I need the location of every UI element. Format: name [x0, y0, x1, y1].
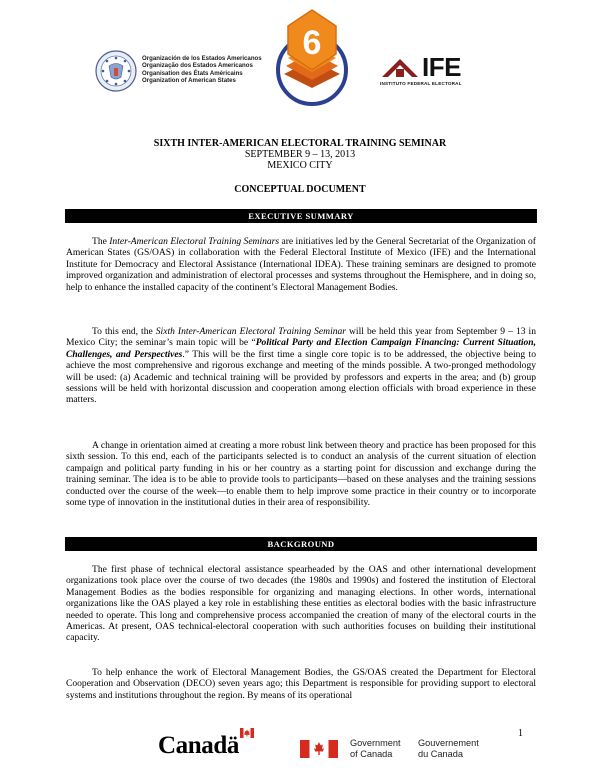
oas-logo	[95, 50, 295, 92]
oas-name-pt: Organização dos Estados Americanos	[142, 62, 253, 70]
section-background: BACKGROUND	[65, 537, 537, 551]
paragraph-1: The Inter-American Electoral Training Seminars are initiatives led by the General Secretariat of the Organization of American States (GS/OAS) in collaboration with the Federal Electoral Institute of Mexico (IFE) and the International Institute for Democracy and Electoral Assistance (International IDEA). These training seminars are designed to promote improved organization and administration of electoral processes and systems throughout the Hemisphere, and in doing so, help to enhance the installed capacity of the continent’s Electoral Management Bodies.	[66, 236, 536, 293]
paragraph-3: A change in orientation aimed at creating a more robust link between theory and practice has been proposed for this sixth session. To this end, each of the participants selected is to conduct an analysis of the current situation of election campaign and political party funding in his or her country as a starting point for discussion and exchange during the training seminar. The idea is to be able to provide tools to participants—based on these analyses and the training sessions conducted over the course of the week—to enable them to help improve some practice in their country or to incorporate some type of innovation in the institutional duties in their area of responsibility.	[66, 440, 536, 509]
paragraph-5: To help enhance the work of Electoral Management Bodies, the GS/OAS created the Department for Electoral Cooperation and Observation (DECO) seven years ago; this Department is responsible for providing support to electoral systems and institutions throughout the region. By means of its operational	[66, 667, 536, 701]
paragraph-4: The first phase of technical electoral assistance spearheaded by the OAS and other international development organizations took place over the course of two decades (the 1980s and 1990s) and fostered the institution of Electoral Management Bodies as the bodies responsible for organizing and managing elections. In other words, international organizations like the OAS played a key role in establishing these entities as electoral bodies with the basic infrastructure needed to operate. This long and comprehensive process accompanied the creation of many of the electoral courts in the Americas. At present, OAS technical-electoral cooperation with such authorities focuses on building their institutional capacity.	[66, 564, 536, 644]
canada-wordmark	[158, 734, 258, 760]
page-number: 1	[518, 728, 523, 739]
government-of-canada-signature	[300, 738, 510, 762]
canada-wordmark-flag-icon	[240, 728, 254, 738]
ife-logo	[380, 52, 510, 91]
canada-wordmark-text: Canadä	[158, 732, 239, 759]
section-executive-summary: EXECUTIVE SUMMARY	[65, 209, 537, 223]
government-french: Gouvernement du Canada	[418, 738, 479, 759]
six-numeral: 6	[302, 24, 322, 62]
ife-subtitle: INSTITUTO FEDERAL ELECTORAL	[380, 81, 462, 86]
oas-name-es: Organización de los Estados Americanos	[142, 55, 262, 62]
document-title: SIXTH INTER-AMERICAN ELECTORAL TRAINING SEMINAR	[153, 138, 447, 149]
seminar-dates: SEPTEMBER 9 – 13, 2013	[244, 149, 356, 160]
government-english: Government of Canada	[350, 738, 401, 759]
sixth-seminar-logo	[272, 8, 352, 112]
oas-seal-icon	[95, 50, 137, 92]
oas-name-en: Organization of American States	[142, 77, 236, 85]
document-type: CONCEPTUAL DOCUMENT	[234, 184, 366, 195]
canada-flag-icon	[300, 740, 338, 758]
oas-name-fr: Organisation des États Américains	[142, 69, 243, 77]
seminar-city: MEXICO CITY	[267, 160, 333, 171]
ife-roof-icon	[380, 57, 420, 79]
paragraph-2: To this end, the Sixth Inter-American Electoral Training Seminar will be held this year from September 9 – 13 in Mexico City; the seminar’s main topic will be “Political Party and Election Campaign Financing: Current Situation, Challenges, and Perspectives.” This will be the first time a single core topic is to be addressed, the objective being to achieve the most comprehensive and rigorous exchange and meeting of the minds possible. A two-pronged methodology will be used: (a) Academic and technical training will be provided by professors and experts in the area; and (b) group sessions will be held with horizontal discussion and cooperation among election officials with broad experience in these matters.	[66, 326, 536, 406]
ife-wordmark: IFE	[422, 52, 461, 82]
